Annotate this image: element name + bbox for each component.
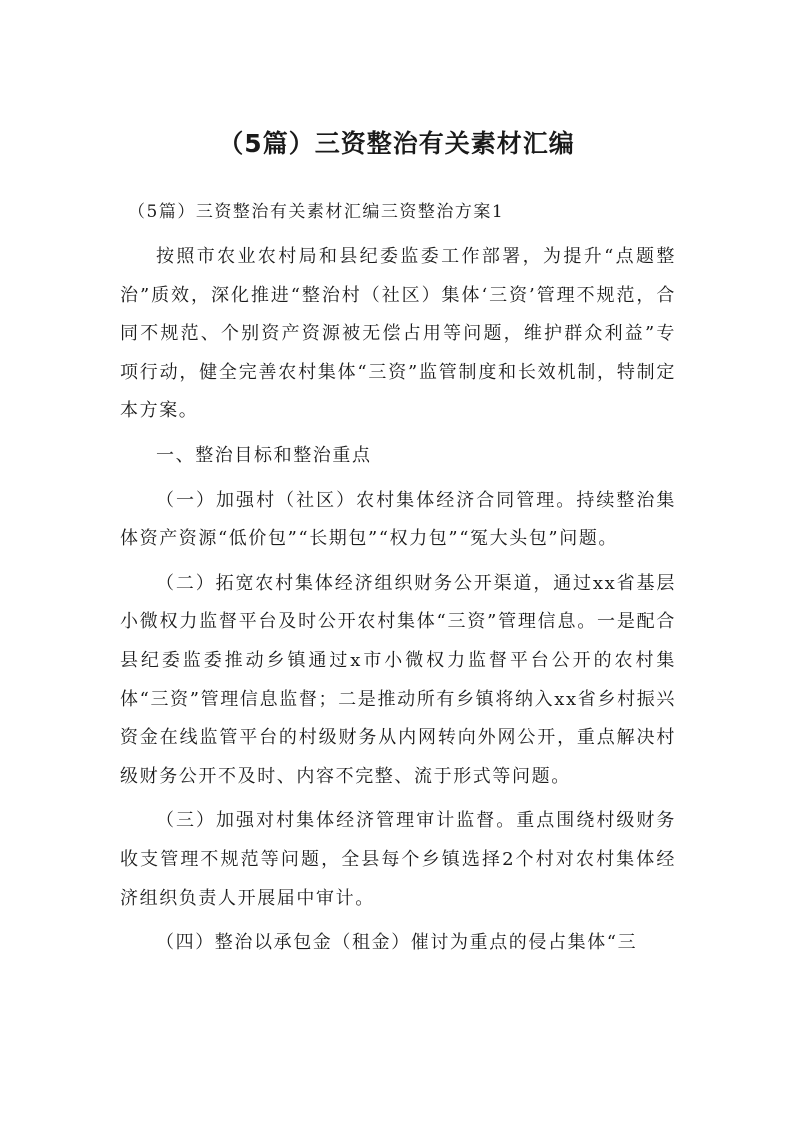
item-one-paragraph: （一）加强村（社区）农村集体经济合同管理。持续整治集体资产资源“低价包”“长期包”“权力包”“冤大头包”问题。 — [120, 489, 676, 550]
item-two-paragraph: （二）拓宽农村集体经济组织财务公开渠道，通过xx省基层小微权力监督平台及时公开农村集体“三资”管理信息。一是配合县纪委监委推动乡镇通过x市小微权力监督平台公开的农村集体“三资”管理信息监督；二是推动所有乡镇将纳入xx省乡村振兴资金在线监管平台的村级财务从内网转向外网公开，重点解决村级财务公开不及时、内容不完整、流于形式等问题。 — [120, 572, 676, 787]
item-three-paragraph: （三）加强对村集体经济管理审计监督。重点围绕村级财务收支管理不规范等问题，全县每个乡镇选择2个村对农村集体经济组织负责人开展届中审计。 — [120, 810, 676, 909]
document-title: （5篇）三资整治有关素材汇编 — [218, 129, 575, 158]
intro-paragraph: 按照市农业农村局和县纪委监委工作部署，为提升“点题整治”质效，深化推进“整治村（社区）集体‘三资’管理不规范，合同不规范、个别资产资源被无偿占用等问题，维护群众利益”专项行动，健全完善农村集体“三资”监管制度和长效机制，特制定本方案。 — [120, 246, 676, 422]
document-body — [120, 238, 676, 969]
item-four-paragraph: （四）整治以承包金（租金）催讨为重点的侵占集体“三 — [156, 932, 638, 954]
section-heading: 一、整治目标和整治重点 — [156, 444, 372, 466]
document-subtitle: （5篇）三资整治有关素材汇编三资整治方案1 — [128, 202, 505, 222]
